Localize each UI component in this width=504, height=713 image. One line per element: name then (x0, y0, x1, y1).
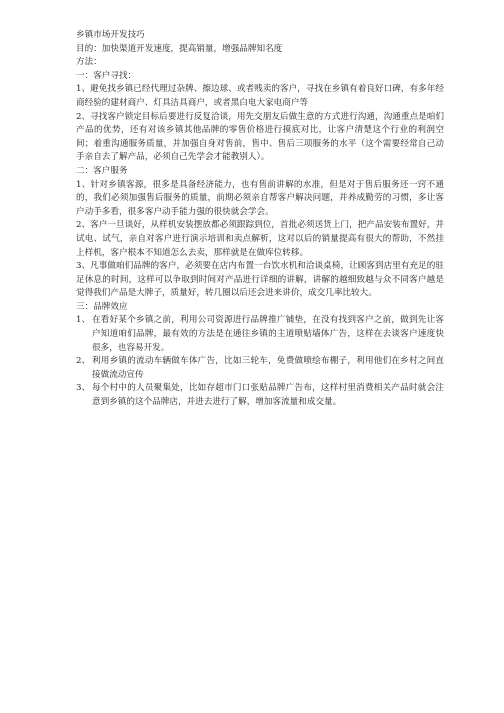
section1-paragraph-2: 2、寻找客户锁定目标后要进行反复洽谈，用先交朋友后做生意的方式进行沟通，沟通重点是咱们产品的优势，还有对该乡镇其他品牌的零售价格进行摸底对比，让客户清楚这个行业的利润空间；着重沟通服务质量，并加强自身对售前，售中、售后三项服务的水平（这个需要经常自己动手亲自去了解产品，必须自己先学会才能教别人）。 (76, 111, 444, 163)
section3-item-2-number: 2、 (76, 356, 91, 367)
section3-item-2-text: 利用乡镇的流动车辆做车体广告，比如三轮车，免费做喷绘布棚子，利用他们在乡村之间直接做流动宣传 (92, 356, 444, 380)
document-purpose: 目的：加快渠道开发速度，提高销量，增强品牌知名度 (76, 43, 283, 54)
section3-item-3-number: 3、 (76, 383, 91, 394)
section3-item-3 (76, 382, 444, 409)
method-label: 方法： (76, 57, 102, 68)
section1-paragraph-1: 1、避免找乡镇已经代理过杂牌、擦边球、或者贱卖的客户，寻找在乡镇有着良好口碑，有多年经商经验的建材商户、灯具洁具商户，或者黑白电大家电商户等 (76, 84, 444, 108)
section3-item-1-number: 1、 (76, 315, 91, 326)
section3-item-1 (76, 314, 444, 355)
section2-paragraph-3: 3、凡事做咱们品牌的客户，必须要在店内布置一台饮水机和洽谈桌椅，让顾客到店里有充足的驻足休息的时间，这样可以争取到时间对产品进行详细的讲解，讲解的越细致越与众不同客户越是觉得我们产品是大牌子，质量好，转几圈以后还会进来讲价，成交几率比较大。 (76, 261, 444, 299)
section3-item-1-text: 在看好某个乡镇之前，利用公司资源进行品牌推广铺垫，在没有找到客户之前，做到先让客户知道咱们品牌，最有效的方法是在通往乡镇的主道喷贴墙体广告，这样在去谈客户速度快很多，也容易开发。 (92, 315, 444, 353)
section2-paragraph-1: 1、针对乡镇客源，很多是具备经济能力，也有售前讲解的水准，但是对于售后服务还一窍不通的，我们必须加强售后服务的质量，前期必须亲自帮客户解决问题，并养成勤劳的习惯，多让客户动手多看，很多客户动手能力强的很快就会学会。 (76, 179, 444, 217)
section3-item-3-text: 每个村中的人员聚集处，比如存超市门口张贴品牌广告布，这样村里消费相关产品时就会注意到乡镇的这个品牌店，并进去进行了解，增加客流量和成交量。 (92, 383, 444, 408)
section2-paragraph-2: 2、客户一旦谈好，从样机安装摆放都必须跟踪到位，首批必须送货上门，把产品安装布置好，并试电、试气，亲自对客户进行演示培训和卖点解析，这对以后的销量提高有很大的帮助，不然挂上样机，客户根本不知道怎么去卖，那样就是在做库位转移。 (76, 220, 444, 258)
document-page (76, 29, 444, 410)
document-title: 乡镇市场开发技巧 (76, 30, 145, 40)
section-heading-brand-effect: 三：品牌效应 (76, 301, 128, 312)
section3-item-2 (76, 355, 444, 382)
section-heading-customer-search: 一：客户寻找： (76, 70, 137, 81)
section-heading-customer-service: 二：客户服务 (76, 165, 128, 176)
